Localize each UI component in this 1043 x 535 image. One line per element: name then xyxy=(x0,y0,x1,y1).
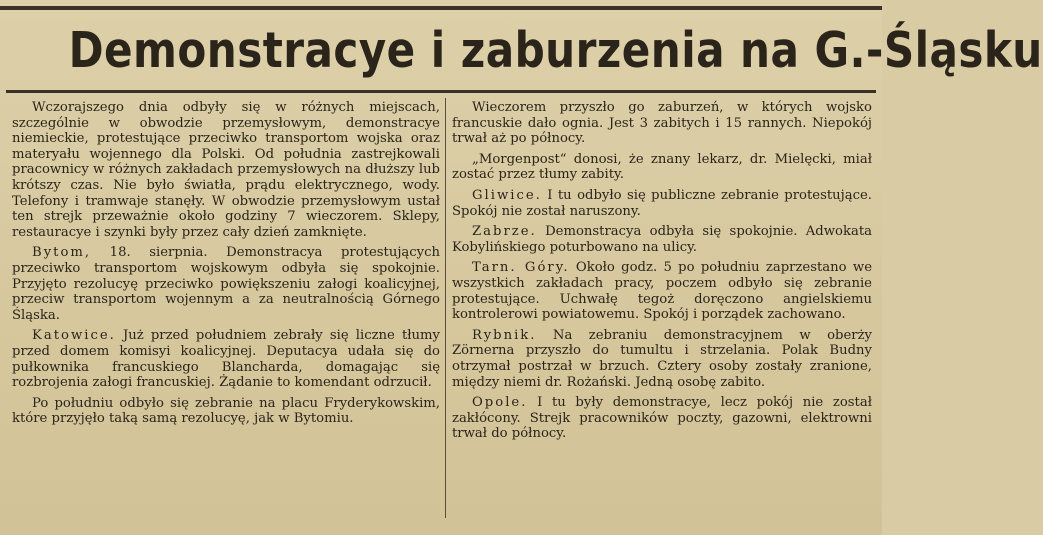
place-name: Opole. xyxy=(472,395,528,411)
paragraph-text: Po południu odbyło się zebranie na placu Fryderykowskim, które przyjęło taką samą rezolucyę, jak w Bytomiu. xyxy=(12,395,440,427)
paragraph-text: Na zebraniu demonstracyjnem w oberży Zörnerna przyszło do tumultu i strzelania. Polak Budny otrzymał postrzał w brzuch. Cztery osoby zostały zranione, między niemi dr. Rożański. Jedną osobę zabito. xyxy=(452,327,872,390)
place-name: Tarn. Góry. xyxy=(472,260,570,276)
paragraph-text: I tu były demonstracye, lecz pokój nie został zakłócony. Strejk pracowników poczty, gazowni, elektrowni trwał do północy. xyxy=(452,395,872,442)
place-name: Zabrze. xyxy=(472,224,537,240)
paragraph xyxy=(12,100,440,240)
paragraph xyxy=(12,396,440,427)
paragraph-text: „Morgenpost“ donosi, że znany lekarz, dr. Mielęcki, miał zostać przez tłumy zabity. xyxy=(452,151,872,183)
paragraph xyxy=(452,188,872,219)
paragraph xyxy=(452,328,872,390)
column-divider xyxy=(445,98,446,518)
place-name: Gliwice. xyxy=(472,187,542,203)
paragraph-text: 18. sierpnia. Demonstracya protestujących przeciwko transportom wojskowym odbyła się spokojnie. Przyjęto rezolucyę przeciwko powiększeniu załogi koalicyjnej, przeciw transportom wojennym a za neutralnością Górnego Śląska. xyxy=(12,245,440,323)
place-name: Bytom, xyxy=(32,245,92,261)
paragraph-text: Wieczorem przyszło go zaburzeń, w których wojsko francuskie dało ognia. Jest 3 zabitych i 15 rannych. Niepokój trwał aż po północy. xyxy=(452,100,872,147)
place-name: Katowice. xyxy=(32,328,116,344)
paragraph xyxy=(452,100,872,147)
left-column xyxy=(12,100,440,432)
paragraph-text: Wczorajszego dnia odbyły się w różnych miejscach, szczególnie w obwodzie przemysłowym, demonstracye niemieckie, protestujące przeciwko transportom wojska oraz materyału wojennego dla Polski. Od południa zastrejkowali pracownicy w różnych zakładach przemysłowych na dłuższy lub krótszy czas. Nie było światła, prądu elektrycznego, wody. Telefony i tramwaje stanęły. W obwodzie przemysłowym ustał ten strejk przeważnie około godziny 7 wieczorem. Sklepy, restauracye i szynki były przez cały dzień zamknięte. xyxy=(12,100,440,240)
paragraph-text: I tu odbyło się publiczne zebranie protestujące. Spokój nie został naruszony. xyxy=(452,187,872,219)
headline-rule xyxy=(6,90,876,93)
paragraph xyxy=(452,224,872,255)
top-rule xyxy=(0,6,882,10)
paragraph xyxy=(452,152,872,183)
headline: Demonstracye i zaburzenia na G.-Śląsku xyxy=(68,22,1043,79)
place-name: Rybnik. xyxy=(472,327,537,343)
paragraph xyxy=(12,328,440,390)
paragraph xyxy=(12,245,440,323)
right-column xyxy=(452,100,872,447)
paragraph-text: Już przed południem zebrały się liczne tłumy przed domem komisyi koalicyjnej. Deputacya udała się do pułkownika francuskiego Blancharda, domagając się rozbrojenia załogi francuskiej. Żądanie to komendant odrzucił. xyxy=(12,328,440,391)
paragraph xyxy=(452,395,872,442)
paragraph xyxy=(452,260,872,322)
paragraph-text: Około godz. 5 po południu zaprzestano we wszystkich zakładach pracy, poczem odbyło się zebranie protestujące. Uchwałę tegoż doręczono angielskiemu kontrolerowi powiatowemu. Spokój i porządek zachowano. xyxy=(452,260,872,323)
paragraph-text: Demonstracya odbyła się spokojnie. Adwokata Kobylińskiego poturbowano na ulicy. xyxy=(452,224,872,255)
